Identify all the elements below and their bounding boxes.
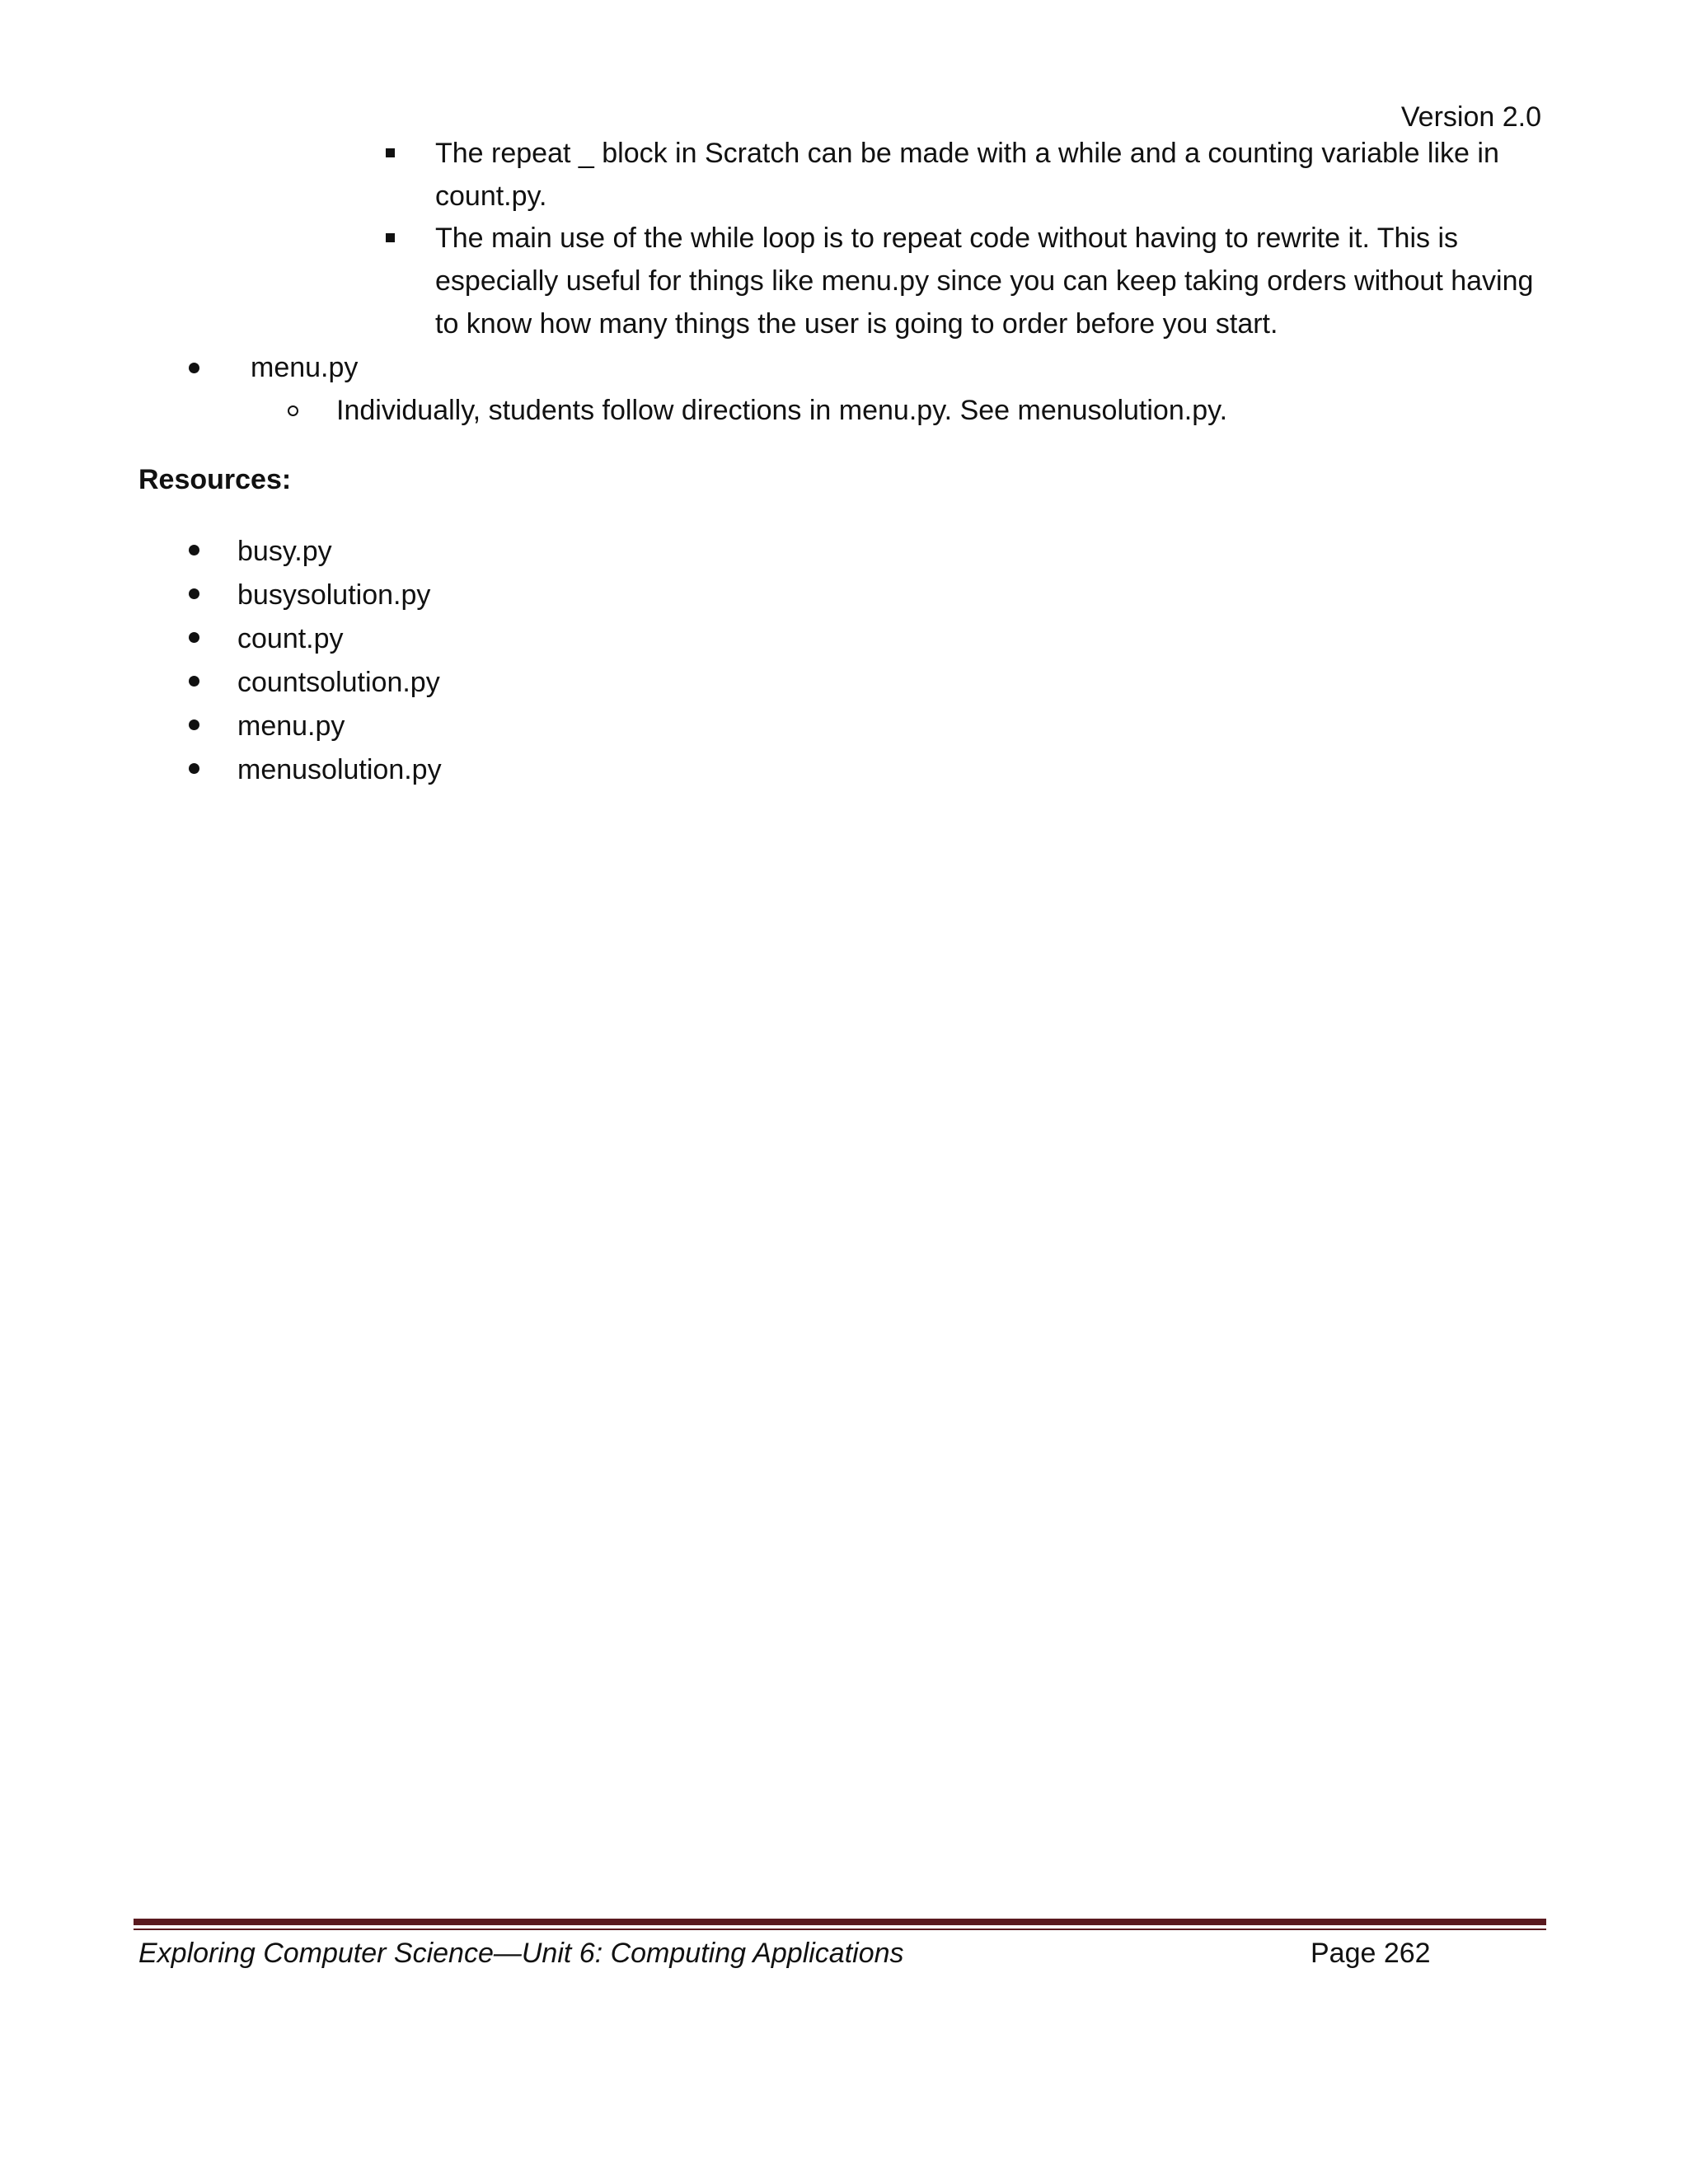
bullet-dot-icon [189,588,199,599]
resource-item: countsolution.py [237,667,440,698]
menu-sub-item: Individually, students follow directions in menu.py. See menusolution.py. [336,395,1228,426]
footer-divider-thin [134,1929,1546,1930]
bullet-dot-icon [189,763,199,774]
page-number: Page 262 [1311,1938,1431,1969]
bullet-dot-icon [189,719,199,730]
square-bullet-icon [386,233,395,242]
circle-bullet-icon [288,405,298,416]
bullet-dot-icon [189,676,199,687]
resource-item: count.py [237,623,344,654]
square-bullet-icon [386,148,395,157]
resource-item: menusolution.py [237,754,442,785]
sub-bullet-2-line-2: especially useful for things like menu.py since you can keep taking orders without having [435,265,1534,297]
resource-item: menu.py [237,710,345,742]
sub-bullet-1-line-2: count.py. [435,180,547,212]
resource-item: busy.py [237,536,332,567]
footer-title: Exploring Computer Science—Unit 6: Computing Applications [138,1938,904,1969]
bullet-dot-icon [189,545,199,555]
footer-divider [134,1919,1546,1925]
resource-item: busysolution.py [237,579,431,611]
version-label: Version 2.0 [1400,101,1541,133]
bullet-dot-icon [189,632,199,643]
bullet-dot-icon [189,363,199,373]
resources-heading: Resources: [138,464,292,495]
sub-bullet-2-line-1: The main use of the while loop is to repeat code without having to rewrite it. This is [435,223,1459,254]
sub-bullet-1-line-1: The repeat _ block in Scratch can be made with a while and a counting variable like in [435,138,1499,169]
menu-item-label: menu.py [251,352,359,383]
sub-bullet-2-line-3: to know how many things the user is going to order before you start. [435,308,1278,340]
